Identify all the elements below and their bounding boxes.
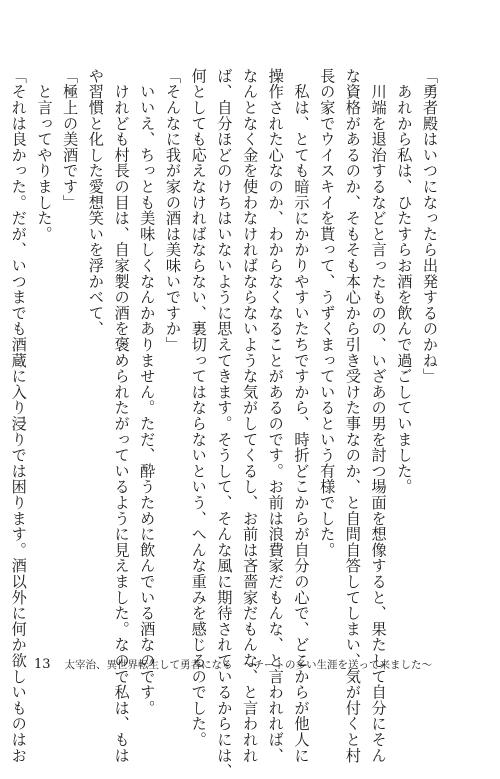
text-line: 「それは良かった。だが、いつまでも酒蔵に入り浸りでは困ります。酒以外に何か欲しいものはお [9,68,28,764]
text-line: けれども村長の目は、自家製の酒を褒められたがっているように見えました。なので私は、もは [112,68,131,764]
text-line: 何としても応えなければならない、裏切ってはならないという、へんな重みを感じるのでした。 [189,68,208,748]
text-line: と言ってやりました。 [35,68,54,242]
page-number: 13 [34,657,51,672]
text-line: 「極上の美酒です」 [61,68,80,211]
text-line: なんとなく金を使わなければならないような気がしてくるし、お前は吝嗇家だもんな、と言われれ [241,68,260,764]
page-footer [34,657,432,672]
text-line: や習慣と化した愛想笑いを浮かべて、 [86,68,105,337]
text-line: あれから私は、ひたすらお酒を飲んで過ごしていました。 [395,68,414,495]
text-line: 私は、とても暗示にかかりやすいたちですから、時折どこからが自分の心で、どこからが他人に [292,68,311,764]
text-line: 川端を退治するなどと言ったものの、いざあの男を討つ場面を想像すると、果たして自分にそん [369,68,388,764]
text-line: 「そんなに我が家の酒は美味いですか」 [163,68,182,353]
text-line: な資格があるのか、そもそも本心から引き受けた事なのか、と自問自答してしまい、気が付くと村 [343,68,362,764]
text-line: ば、自分ほどのけちはいないように思えてきます。そうして、そんな風に期待されているからには、 [215,68,234,779]
text-line: 「勇者殿はいつになったら出発するのかね」 [421,68,439,384]
text-line: 操作された心なのか、わからなくなることがあるのです。お前は浪費家だもんな、と言われれば、 [266,68,285,764]
text-line: 長の家でウイスキイを貰って、うずくまっているという有様でした。 [318,68,337,558]
text-line: いいえ、ちっとも美味しくなんかありません。ただ、酔うために飲んでいる酒なのです。 [138,68,157,716]
running-title: 太宰治、異世界転生して勇者になる ～チートの多い生涯を送って来ました～ [64,659,433,671]
